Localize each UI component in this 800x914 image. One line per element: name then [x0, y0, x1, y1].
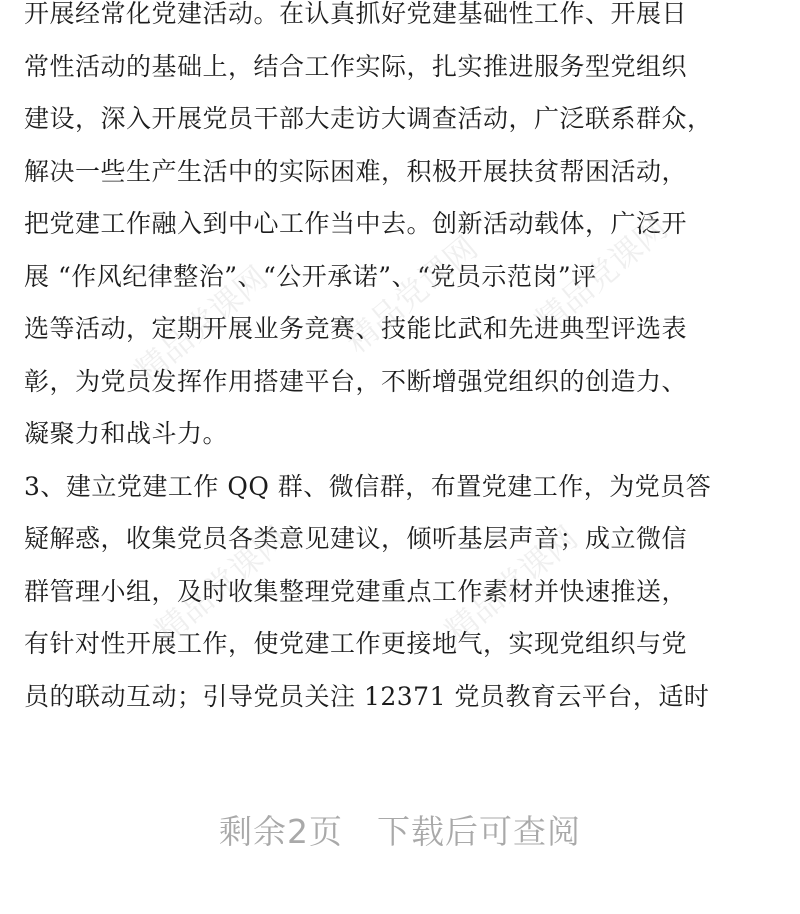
download-prompt[interactable]: [0, 806, 800, 853]
text-line-1: 开展经常化党建活动。在认真抓好党建基础性工作、开展日: [24, 0, 688, 28]
text-line-2: 常性活动的基础上，结合工作实际，扎实推进服务型党组织: [24, 51, 688, 81]
text-line-12: 群管理小组，及时收集整理党建重点工作素材并快速推送，: [24, 576, 688, 606]
text-line-13: 有针对性开展工作，使党建工作更接地气，实现党组织与党: [24, 629, 688, 658]
text-line-5: 把党建工作融入到中心工作当中去。创新活动载体，广泛开: [24, 209, 688, 238]
text-line-7: 选等活动，定期开展业务竞赛、技能比武和先进典型评选表: [24, 314, 688, 343]
watermark: 精品党课网: [147, 518, 295, 651]
remaining-pages-label[interactable]: 剩余2页: [219, 812, 343, 851]
watermark: 精品党课网: [127, 258, 275, 391]
text-line-3: 建设，深入开展党员干部大走访大调查活动，广泛联系群众，: [24, 104, 713, 133]
text-line-10: 3、建立党建工作 QQ 群、微信群，布置党建工作，为党员答: [24, 471, 712, 501]
text-line-14: 员的联动互动；引导党员关注 12371 党员教育云平台，适时: [24, 681, 710, 711]
text-line-9: 凝聚力和战斗力。: [24, 419, 229, 448]
download-to-view-label[interactable]: 下载后可查阅: [377, 812, 581, 851]
watermark: 精品党课网: [437, 518, 585, 651]
watermark: 精品党课网: [337, 228, 485, 361]
text-line-4: 解决一些生产生活中的实际困难，积极开展扶贫帮困活动，: [24, 156, 688, 186]
watermark: 精品党课网: [527, 208, 675, 341]
text-line-11: 疑解惑，收集党员各类意见建议，倾听基层声音；成立微信: [24, 524, 688, 553]
text-line-8: 彰，为党员发挥作用搭建平台，不断增强党组织的创造力、: [24, 366, 688, 396]
text-line-6: 展 “作风纪律整治”、“公开承诺”、“党员示范岗”评: [24, 261, 597, 291]
document-body: [24, 0, 784, 723]
